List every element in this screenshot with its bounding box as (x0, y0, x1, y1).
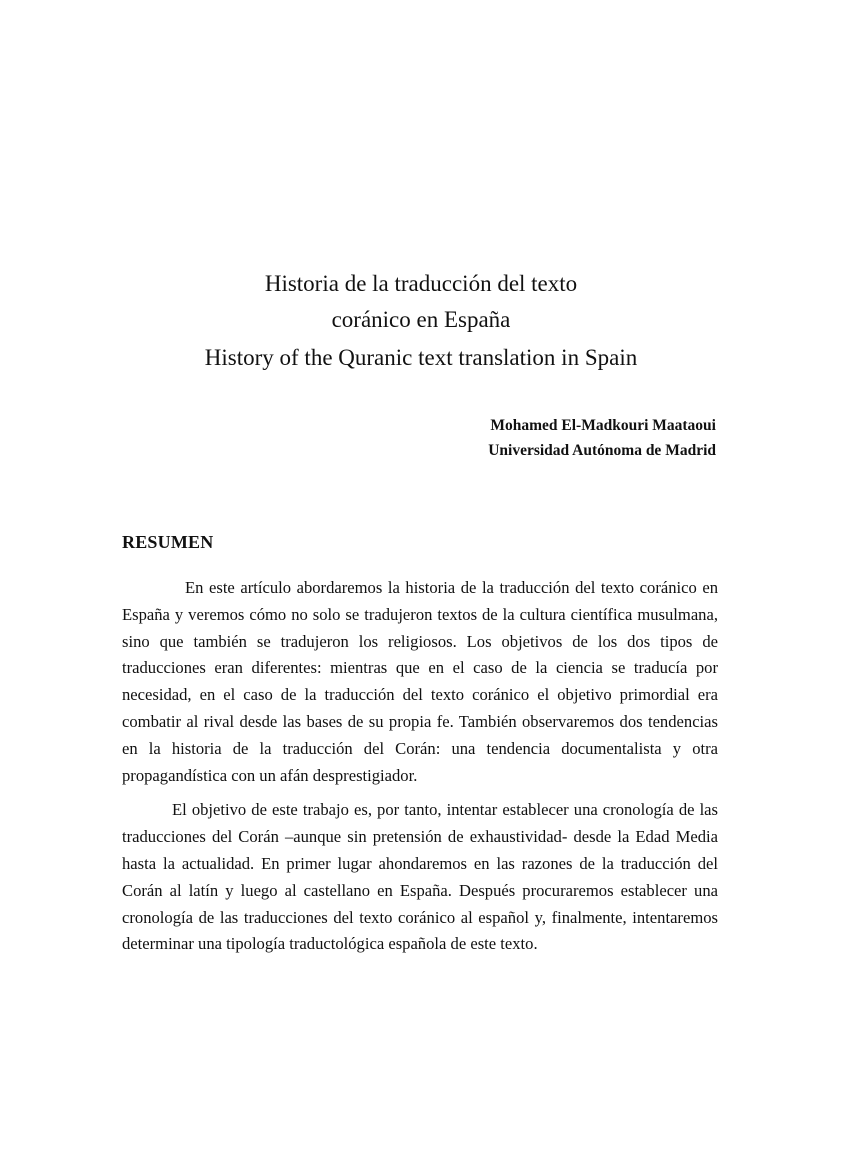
author-affiliation: Universidad Autónoma de Madrid (488, 442, 716, 459)
title-spanish-line-2: coránico en España (331, 307, 511, 332)
abstract-paragraph-1: En este artículo abordaremos la historia de la traducción del texto coránico en España y veremos cómo no solo se tradujeron textos de la cultura científica musulmana, sino que también se tradujeron los religiosos. Los objetivos de los dos tipos de traducciones eran diferentes: mientras que en el caso de la ciencia se traducía por necesidad, en el caso de la traducción del texto coránico el objetivo primordial era combatir al rival desde las bases de su propia fe. También observaremos dos tendencias en la historia de la traducción del Corán: una tendencia documentalista y otra propagandística con un afán desprestigiador. (122, 578, 718, 785)
abstract-heading: RESUMEN (122, 532, 214, 552)
title-spanish-line-1: Historia de la traducción del texto (264, 271, 578, 296)
author-name: Mohamed El-Madkouri Maataoui (490, 417, 716, 434)
title-block (0, 266, 842, 376)
abstract-body (122, 575, 718, 958)
author-block (488, 413, 716, 463)
abstract-paragraph-2: El objetivo de este trabajo es, por tanto, intentar establecer una cronología de las traducciones del Corán –aunque sin pretensión de exhaustividad- desde la Edad Media hasta la actualidad. En primer lugar ahondaremos en las razones de la traducción del Corán al latín y luego al castellano en España. Después procuraremos establecer una cronología de las traducciones del texto coránico al español y, finalmente, intentaremos determinar una tipología traductológica española de este texto. (122, 800, 718, 954)
title-english: History of the Quranic text translation in Spain (204, 345, 638, 370)
